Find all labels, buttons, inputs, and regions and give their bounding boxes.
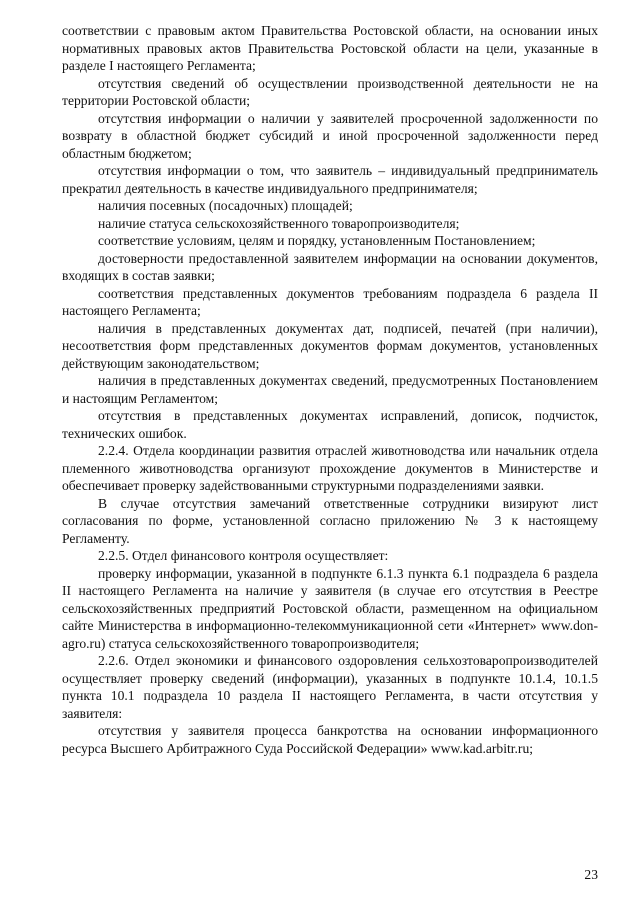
paragraph-13-section-2-2-4: 2.2.4. Отдела координации развития отраслей животноводства или начальник отдела племенного животноводства организуют прохождение документов в Министерстве и обеспечивает проверку задействованными структурными подразделениями заявки. (62, 443, 598, 493)
paragraph-9: соответствия представленных документов требованиям подраздела 6 раздела II настоящего Регламента; (62, 285, 598, 318)
paragraph-8: достоверности предоставленной заявителем информации на основании документов, входящих в состав заявки; (62, 250, 598, 283)
page-number: 23 (584, 867, 598, 882)
paragraph-12: отсутствия в представленных документах исправлений, дописок, подчисток, технических ошибок. (62, 408, 598, 441)
paragraph-14: В случае отсутствия замечаний ответственные сотрудники визируют лист согласования по форме, установленной согласно приложению № 3 к настоящему Регламенту. (62, 495, 598, 546)
paragraph-11: наличия в представленных документах сведений, предусмотренных Постановлением и настоящим Регламентом; (62, 373, 598, 406)
document-body (62, 22, 598, 757)
paragraph-18: отсутствия у заявителя процесса банкротства на основании информационного ресурса Высшего Арбитражного Суда Российской Федерации» www.kad.arbitr.ru; (62, 723, 598, 756)
paragraph-15-section-2-2-5: 2.2.5. Отдел финансового контроля осуществляет: (98, 548, 389, 563)
paragraph-5: наличия посевных (посадочных) площадей; (98, 198, 353, 213)
paragraph-4: отсутствия информации о том, что заявитель – индивидуальный предприниматель прекратил деятельность в качестве индивидуального предпринимателя; (62, 163, 598, 196)
paragraph-2: отсутствия сведений об осуществлении производственной деятельности не на территории Ростовской области; (62, 75, 598, 108)
paragraph-3: отсутствия информации о наличии у заявителей просроченной задолженности по возврату в областной бюджет субсидий и иной просроченной задолженности перед областным бюджетом; (62, 110, 598, 161)
paragraph-17-section-2-2-6: 2.2.6. Отдел экономики и финансового оздоровления сельхозтоваропроизводителей осуществляет проверку сведений (информации), указанных в подпункте 10.1.4, 10.1.5 пункта 10.1 подраздела 10 раздела II настоящего Регламента, в части отсутствия у заявителя: (62, 653, 598, 721)
paragraph-10: наличия в представленных документах дат, подписей, печатей (при наличии), несоответствия форм представленных документов формам документов, установленных действующим законодательством; (62, 320, 598, 371)
paragraph-16: проверку информации, указанной в подпункте 6.1.3 пункта 6.1 подраздела 6 раздела II настоящего Регламента на наличие у заявителя (в случае его отсутствия в Реестре сельскохозяйственных предприятий Ростовской области, размещенном на официальном сайте Министерства в информационно-телекоммуникационной сети «Интернет» www.don-agro.ru) статуса сельскохозяйственного товаропроизводителя; (62, 565, 598, 651)
paragraph-6: наличие статуса сельскохозяйственного товаропроизводителя; (98, 215, 460, 231)
paragraph-1: соответствии с правовым актом Правительства Ростовской области, на основании иных нормативных правовых актов Правительства Ростовской области на цели, указанные в разделе I настоящего Регламента; (62, 23, 598, 73)
paragraph-7: соответствие условиям, целям и порядку, установленным Постановлением; (98, 233, 536, 248)
